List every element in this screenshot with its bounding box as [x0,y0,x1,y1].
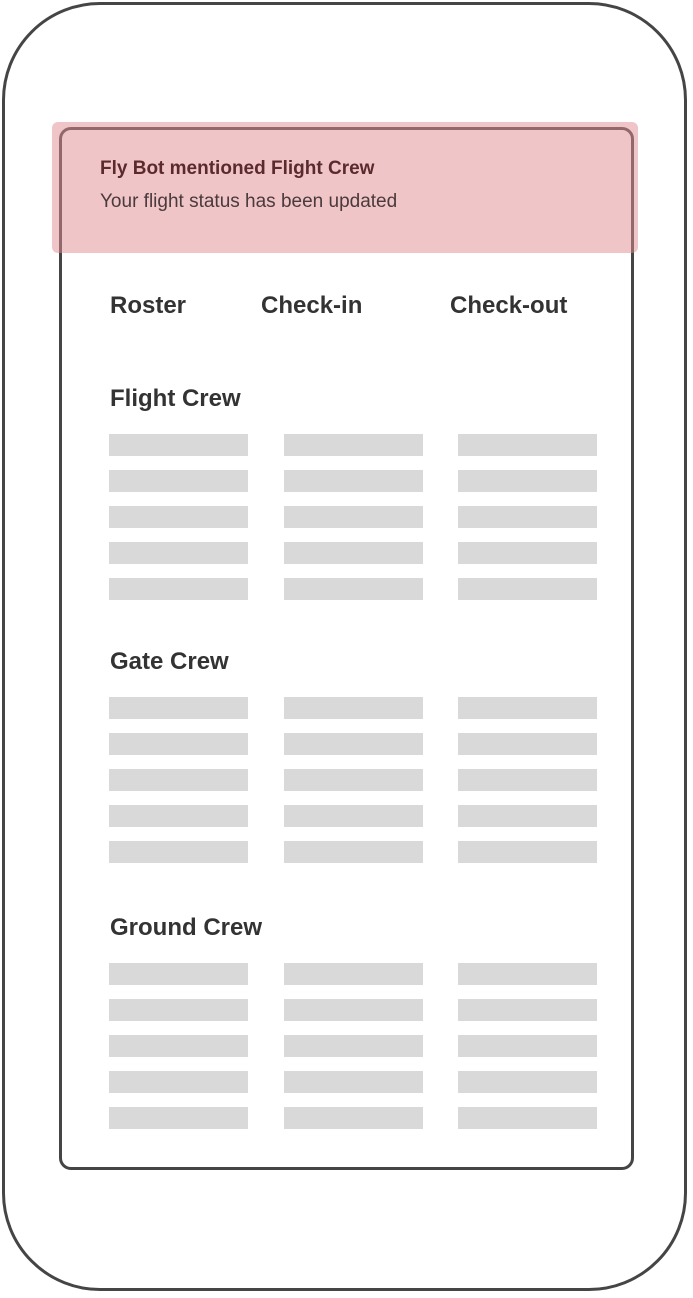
table-row [109,733,597,755]
table-row [109,963,597,985]
placeholder-cell [109,769,248,791]
placeholder-cell [458,578,597,600]
placeholder-cell [109,578,248,600]
table-row [109,506,597,528]
placeholder-cell [109,733,248,755]
table-row [109,1071,597,1093]
tab-roster[interactable]: Roster [110,292,187,319]
placeholder-cell [458,542,597,564]
placeholder-cell [109,1107,248,1129]
table-row [109,999,597,1021]
placeholder-cell [458,805,597,827]
table-row [109,470,597,492]
placeholder-cell [458,434,597,456]
placeholder-cell [109,506,248,528]
placeholder-cell [458,963,597,985]
section-title-ground-crew: Ground Crew [110,914,263,941]
notification-title: Fly Bot mentioned Flight Crew [100,158,375,179]
placeholder-cell [109,434,248,456]
placeholder-cell [458,697,597,719]
placeholder-cell [109,697,248,719]
table-row [109,769,597,791]
placeholder-cell [109,963,248,985]
placeholder-cell [284,963,423,985]
table-row [109,1107,597,1129]
table-row [109,542,597,564]
table-row [109,578,597,600]
notification-body: Your flight status has been updated [100,191,398,212]
placeholder-cell [284,470,423,492]
placeholder-cell [109,1035,248,1057]
placeholder-cell [458,470,597,492]
table-row [109,1035,597,1057]
table-row [109,434,597,456]
placeholder-cell [458,999,597,1021]
placeholder-cell [458,506,597,528]
placeholder-cell [109,470,248,492]
placeholder-cell [284,434,423,456]
table-row [109,841,597,863]
tab-check-in[interactable]: Check-in [261,292,363,319]
table-row [109,697,597,719]
placeholder-cell [284,697,423,719]
placeholder-cell [458,1035,597,1057]
placeholder-cell [284,506,423,528]
placeholder-cell [109,999,248,1021]
placeholder-cell [109,805,248,827]
placeholder-cell [284,542,423,564]
gate-crew-list [109,697,597,877]
placeholder-cell [284,733,423,755]
placeholder-cell [284,578,423,600]
placeholder-cell [284,805,423,827]
placeholder-cell [284,999,423,1021]
placeholder-cell [284,1071,423,1093]
placeholder-cell [109,542,248,564]
notification-banner[interactable] [52,122,638,253]
placeholder-cell [284,1035,423,1057]
placeholder-cell [284,769,423,791]
placeholder-cell [109,1071,248,1093]
section-title-flight-crew: Flight Crew [110,385,241,412]
placeholder-cell [458,1107,597,1129]
flight-crew-list [109,434,597,614]
section-title-gate-crew: Gate Crew [110,648,229,675]
placeholder-cell [458,769,597,791]
placeholder-cell [458,1071,597,1093]
placeholder-cell [458,733,597,755]
ground-crew-list [109,963,597,1143]
placeholder-cell [109,841,248,863]
tab-check-out[interactable]: Check-out [450,292,568,319]
table-row [109,805,597,827]
placeholder-cell [284,841,423,863]
placeholder-cell [458,841,597,863]
placeholder-cell [284,1107,423,1129]
